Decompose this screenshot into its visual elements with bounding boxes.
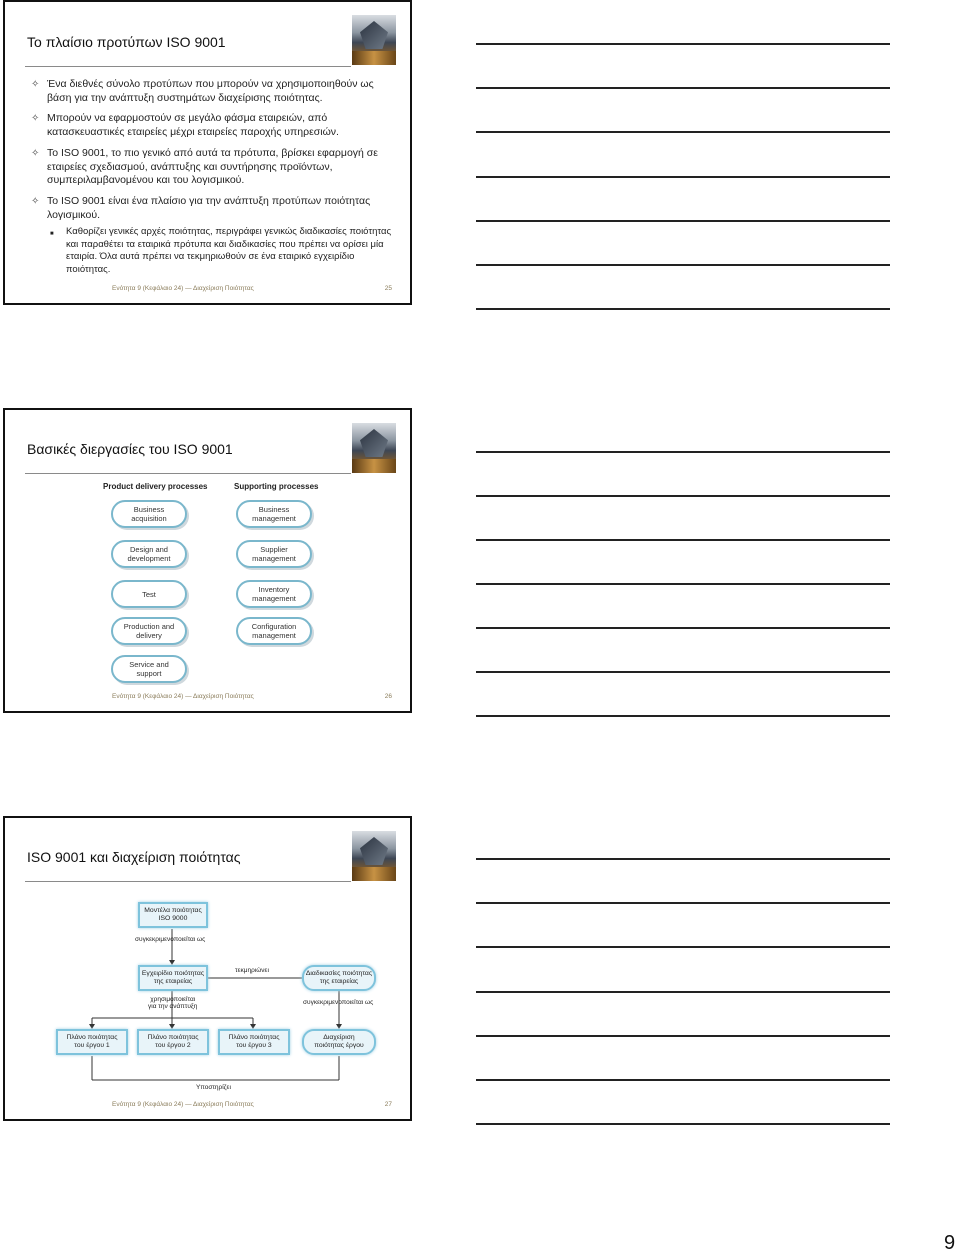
slide-page-number: 25 <box>384 285 392 292</box>
process-service-support: Service and support <box>111 655 187 683</box>
slide-footer <box>112 1101 392 1108</box>
project-plan-1-box: Πλάνο ποιότητας του έργου 1 <box>56 1029 128 1055</box>
process-configuration-management: Configuration management <box>236 617 312 645</box>
process-supplier-management: Supplier management <box>236 540 312 568</box>
notes-line <box>476 1123 890 1125</box>
notes-line <box>476 902 890 904</box>
process-design-development: Design and development <box>111 540 187 568</box>
footer-text: Ενότητα 9 (Κεφάλαιο 24) — Διαχείριση Ποιότητας <box>112 693 254 700</box>
slide-27 <box>3 816 412 1121</box>
notes-line <box>476 539 890 541</box>
slide-title: Το πλαίσιο προτύπων ISO 9001 <box>27 34 226 50</box>
slide-footer <box>112 285 392 292</box>
project-plan-2-box: Πλάνο ποιότητας του έργου 2 <box>137 1029 209 1055</box>
slide-25 <box>3 0 412 305</box>
notes-line <box>476 43 890 45</box>
notes-line <box>476 715 890 717</box>
slide-26 <box>3 408 412 713</box>
process-production-delivery: Production and delivery <box>111 617 187 645</box>
process-business-acquisition: Business acquisition <box>111 500 187 528</box>
diamond-bullet-icon: ✧ <box>31 196 40 207</box>
bullet-item: ✧ Το ISO 9001, το πιο γενικό από αυτά τα πρότυπα, βρίσκει εφαρμογή σε εταιρείες σχεδιασμού, ανάπτυξης και συντήρησης προϊόντων, συμπεριλαμβανομένου και του λογισμικού. <box>31 147 378 186</box>
sub-bullet-item: ■ Καθορίζει γενικές αρχές ποιότητας, περιγράφει γενικώς διαδικασίες ποιότητας και παραθέτει τα εταιρικά πρότυπα και διαδικασίες που πρέπει να ορίσει μία εταιρία. Όλα αυτά πρέπει να τεκμηριωθούν σε ένα εταιρικό εγχειρίδιο ποιότητας. <box>50 226 392 275</box>
slide-title: ISO 9001 και διαχείριση ποιότητας <box>27 849 241 865</box>
notes-line <box>476 264 890 266</box>
slide-page-number: 26 <box>384 693 392 700</box>
notes-line <box>476 671 890 673</box>
notes-line <box>476 131 890 133</box>
slide-title: Βασικές διεργασίες του ISO 9001 <box>27 441 233 457</box>
documents-label: τεκμηριώνει <box>235 967 269 974</box>
notes-line <box>476 991 890 993</box>
document-page-number: 9 <box>944 1232 956 1254</box>
project-quality-management-box: Διαχείριση ποιότητας έργου <box>302 1029 376 1055</box>
notes-line <box>476 1079 890 1081</box>
title-divider <box>25 473 351 474</box>
bullet-item: ✧ Ένα διεθνές σύνολο προτύπων που μπορούν να χρησιμοποιηθούν ως βάση για την ανάπτυξη συστημάτων διαχείρισης ποιότητας. <box>31 78 374 104</box>
process-inventory-management: Inventory management <box>236 580 312 608</box>
instantiated-as-label: συγκεκριμενοποιείται ως <box>135 936 206 943</box>
notes-line <box>476 176 890 178</box>
notes-line <box>476 858 890 860</box>
process-business-management: Business management <box>236 500 312 528</box>
company-quality-manual-box: Εγχειρίδιο ποιότητας της εταιρείας <box>138 965 208 991</box>
product-delivery-heading: Product delivery processes <box>103 482 208 491</box>
notes-line <box>476 451 890 453</box>
used-to-develop-label: χρησιμοποιείται για την ανάπτυξη <box>148 996 198 1010</box>
supporting-processes-heading: Supporting processes <box>234 482 319 491</box>
slide-page-number: 27 <box>384 1101 392 1108</box>
process-test: Test <box>111 580 187 608</box>
diamond-bullet-icon: ✧ <box>31 79 40 90</box>
notes-line <box>476 220 890 222</box>
notes-line <box>476 87 890 89</box>
diamond-bullet-icon: ✧ <box>31 113 40 124</box>
slide-footer <box>112 693 392 700</box>
footer-text: Ενότητα 9 (Κεφάλαιο 24) — Διαχείριση Ποιότητας <box>112 1101 254 1108</box>
title-divider <box>25 66 351 67</box>
square-bullet-icon: ■ <box>50 231 54 237</box>
company-quality-process-box: Διαδικασίες ποιότητας της εταιρείας <box>302 965 376 991</box>
notes-line <box>476 946 890 948</box>
diamond-bullet-icon: ✧ <box>31 148 40 159</box>
slide-thumbnail-image <box>352 423 396 473</box>
supports-label: Υποστηρίζει <box>196 1084 231 1091</box>
notes-line <box>476 1035 890 1037</box>
bullet-item: ✧ Μπορούν να εφαρμοστούν σε μεγάλο φάσμα εταιρειών, από κατασκευαστικές εταιρείες μέχρι εταιρείες παροχής υπηρεσιών. <box>31 112 339 138</box>
notes-line <box>476 308 890 310</box>
bullet-item: ✧ Το ISO 9001 είναι ένα πλαίσιο για την ανάπτυξη προτύπων ποιότητας λογισμικού. <box>31 195 371 221</box>
iso9000-models-box: Μοντέλα ποιότητας ISO 9000 <box>138 902 208 928</box>
notes-line <box>476 495 890 497</box>
notes-line <box>476 583 890 585</box>
instantiated-as-label-2: συγκεκριμενοποιείται ως <box>303 999 374 1006</box>
notes-line <box>476 627 890 629</box>
footer-text: Ενότητα 9 (Κεφάλαιο 24) — Διαχείριση Ποιότητας <box>112 285 254 292</box>
project-plan-3-box: Πλάνο ποιότητας του έργου 3 <box>218 1029 290 1055</box>
slide-thumbnail-image <box>352 15 396 65</box>
